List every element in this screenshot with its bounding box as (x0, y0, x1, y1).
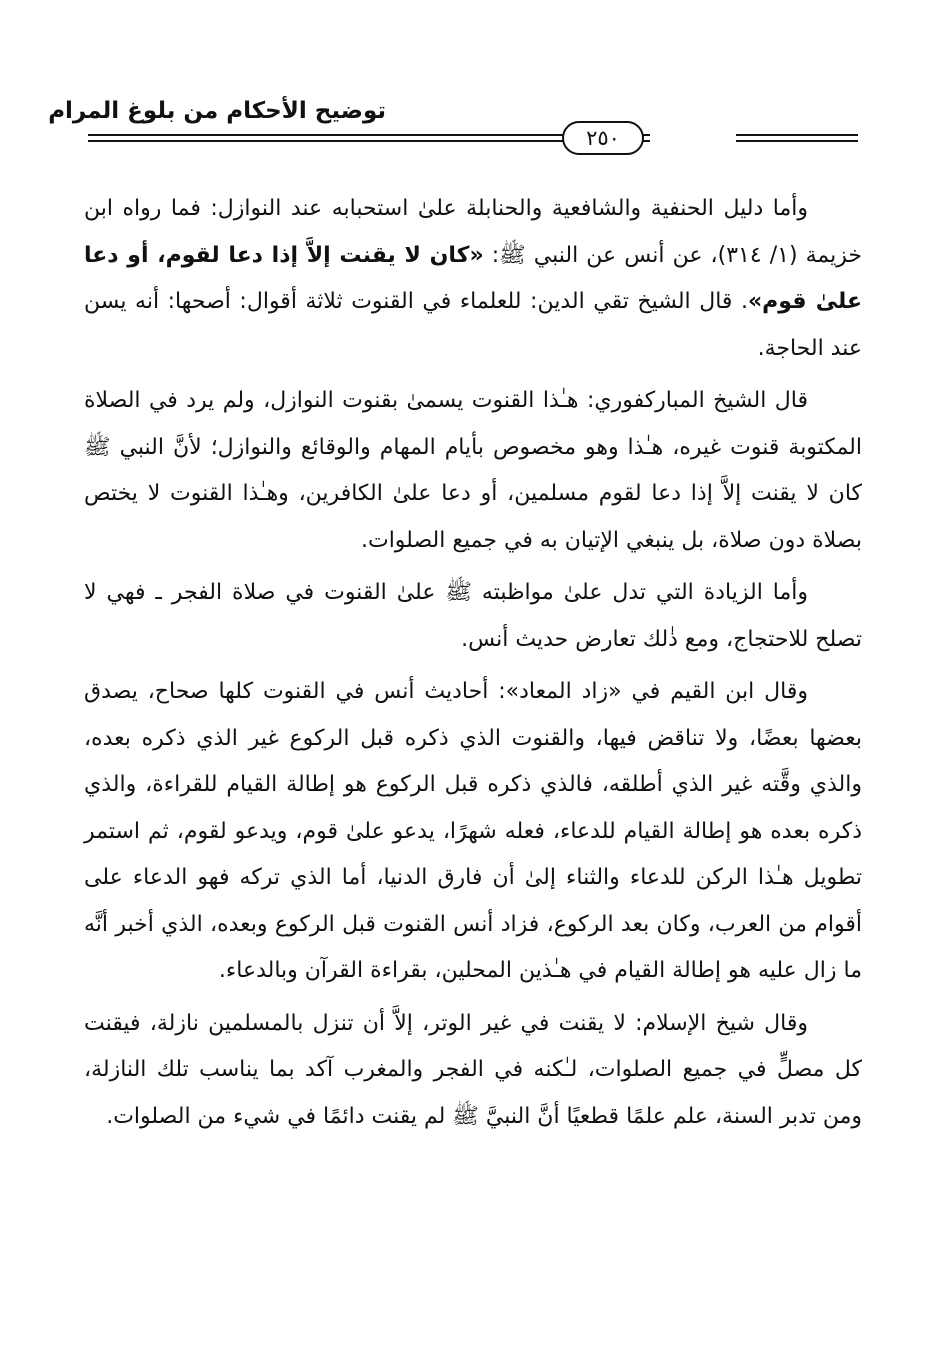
paragraph: وقال ابن القيم في «زاد المعاد»: أحاديث أنس في القنوت كلها صحاح، يصدق بعضها بعضًا، ولا تناقض فيها، والقنوت الذي ذكره قبل الركوع غير الذي ذكره بعده، والذي وقَّته غير الذي أطلقه، فالذي ذكره قبل الركوع هو إطالة القيام للقراءة، والذي ذكره بعده هو إطالة القيام للدعاء، فعله شهرًا، يدعو علىٰ قوم، ويدعو لقوم، ثم استمر تطويل هـٰذا الركن للدعاء والثناء إلىٰ أن فارق الدنيا، أما الذي تركه فهو الدعاء على أقوام من العرب، وكان بعد الركوع، فزاد أنس القنوت قبل الركوع وبعده، الذي أخبر أنَّه ما زال عليه هو إطالة القيام في هـٰذين المحلين، بقراءة القرآن وبالدعاء. (84, 679, 862, 983)
paragraph (84, 186, 862, 372)
paragraph: وأما الزيادة التي تدل علىٰ مواظبته ﷺ علىٰ القنوت في صلاة الفجر ـ فهي لا تصلح للاحتجاج، ومع ذٰلك تعارض حديث أنس. (84, 580, 862, 652)
header-rule-line (736, 140, 858, 142)
running-title: توضيح الأحكام من بلوغ المرام (48, 98, 386, 124)
paragraph: قال الشيخ المباركفوري: هـٰذا القنوت يسمىٰ بقنوت النوازل، ولم يرد في الصلاة المكتوبة قنوت غيره، هـٰذا وهو مخصوص بأيام المهام والوقائع والنوازل؛ لأنَّ النبي ﷺ كان لا يقنت إلاَّ إذا دعا لقوم مسلمين، أو دعا علىٰ الكافرين، وهـٰذا القنوت لا يختص بصلاة دون صلاة، بل ينبغي الإتيان به في جميع الصلوات. (84, 388, 862, 553)
header-rule (88, 128, 858, 152)
page-number: ٢٥٠ (562, 121, 644, 155)
body-text (84, 186, 862, 1146)
paragraph-text: . قال الشيخ تقي الدين: للعلماء في القنوت ثلاثة أقوال: أصحها: أنه يسن عند الحاجة. (84, 289, 862, 361)
header-rule-line (736, 134, 858, 136)
hadith-quote: «كان لا يقنت إلاَّ إذا دعا لقوم، أو دعا علىٰ قوم» (84, 242, 862, 314)
paragraph-text: وأما دليل الحنفية والشافعية والحنابلة علىٰ استحبابه عند النوازل: فما رواه ابن خزيمة (١/ ٣١٤)، عن أنس عن النبي ﷺ: (84, 196, 863, 268)
paragraph: وقال شيخ الإسلام: لا يقنت في غير الوتر، إلاَّ أن تنزل بالمسلمين نازلة، فيقنت كل مصلٍّ في جميع الصلوات، لـٰكنه في الفجر والمغرب آكد بما يناسب تلك النازلة، ومن تدبر السنة، علم علمًا قطعيًا أنَّ النبيَّ ﷺ لم يقنت دائمًا في شيء من الصلوات. (84, 1010, 862, 1129)
